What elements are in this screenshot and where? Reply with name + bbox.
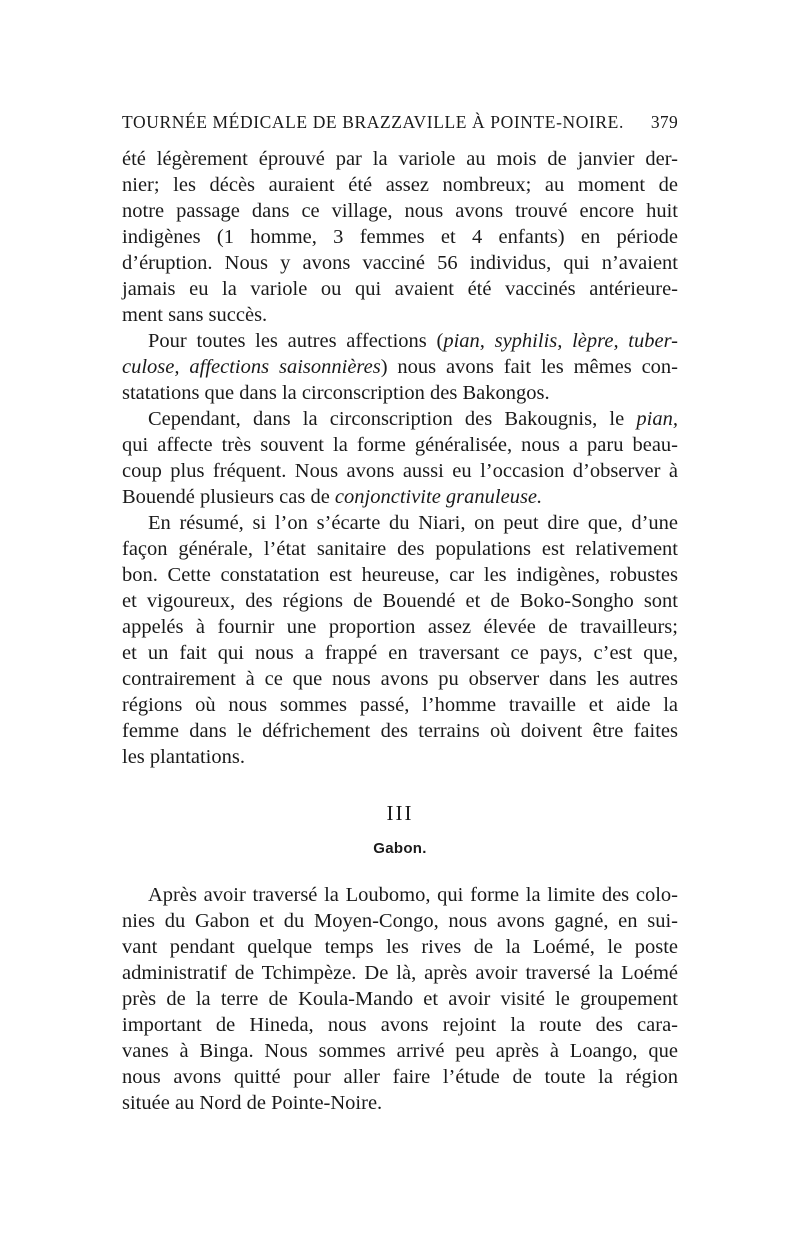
text-line: contrairement à ce que nous avons pu observer dans les autres [122, 668, 678, 690]
text-line: et vigoureux, des régions de Bouendé et de Boko-Songho sont [122, 590, 678, 612]
text-line [122, 354, 678, 380]
text-line: Après avoir traversé la Loubomo, qui forme la limite des colo- [148, 884, 678, 906]
text-line: coup plus fréquent. Nous avons aussi eu l’occasion d’observer à [122, 460, 678, 482]
text-line: bon. Cette constatation est heureuse, car les indigènes, robustes [122, 564, 678, 586]
text-line: près de la terre de Koula-Mando et avoir visité le groupement [122, 988, 678, 1010]
italic-run: pian, syphilis, lèpre, tuber- [443, 330, 678, 352]
text-line: façon générale, l’état sanitaire des populations est relativement [122, 538, 678, 560]
text-line: notre passage dans ce village, nous avons trouvé encore huit [122, 200, 678, 222]
paragraph-variole [122, 146, 678, 328]
running-title: TOURNÉE MÉDICALE DE BRAZZAVILLE À POINTE-NOIRE. [122, 112, 624, 132]
text-line: nies du Gabon et du Moyen-Congo, nous avons gagné, en sui- [122, 910, 678, 932]
text-line: ment sans succès. [122, 304, 268, 326]
text-run: Pour toutes les autres affections ( [148, 330, 444, 352]
text-line: nous avons quitté pour aller faire l’étude de toute la région [122, 1066, 678, 1088]
text-line: les plantations. [122, 746, 245, 768]
text-line: d’éruption. Nous y avons vacciné 56 individus, qui n’avaient [122, 252, 678, 274]
running-header [122, 110, 678, 134]
text-line: nier; les décès auraient été assez nombreux; au moment de [122, 174, 678, 196]
text-line [122, 406, 678, 432]
text-line: régions où nous sommes passé, l’homme travaille et aide la [122, 694, 678, 716]
text-line: vant pendant quelque temps les rives de la Loémé, le poste [122, 936, 678, 958]
text-line: administratif de Tchimpèze. De là, après avoir traversé la Loémé [122, 962, 678, 984]
italic-run: pian, [636, 408, 678, 430]
paragraph-bakougnis [122, 406, 678, 510]
text-line: située au Nord de Pointe-Noire. [122, 1092, 383, 1114]
text-line: vanes à Binga. Nous sommes arrivé peu après à Loango, que [122, 1040, 678, 1062]
text-line: En résumé, si l’on s’écarte du Niari, on peut dire que, d’une [148, 512, 678, 534]
book-page [122, 110, 678, 1116]
text-line [122, 328, 678, 354]
text-run: Bouendé plusieurs cas de [122, 486, 335, 508]
italic-run: culose, affections saisonnières [122, 356, 381, 378]
text-run: ) nous avons fait les mêmes con- [380, 356, 678, 378]
text-line: indigènes (1 homme, 3 femmes et 4 enfants) en période [122, 226, 678, 248]
text-line: important de Hineda, nous avons rejoint la route des cara- [122, 1014, 678, 1036]
text-line: été légèrement éprouvé par la variole au mois de janvier der- [122, 148, 678, 170]
paragraph-affections [122, 328, 678, 406]
paragraph-resume [122, 510, 678, 770]
section-spacer [122, 860, 678, 882]
text-line: et un fait qui nous a frappé en traversant ce pays, c’est que, [122, 642, 678, 664]
section-numeral: III [386, 801, 414, 825]
text-line [122, 484, 678, 510]
paragraph-gabon [122, 882, 678, 1116]
text-line: femme dans le défrichement des terrains où doivent être faites [122, 720, 678, 742]
page-number: 379 [650, 112, 678, 132]
text-line: qui affecte très souvent la forme généralisée, nous a paru beau- [122, 434, 678, 456]
text-line: statations que dans la circonscription des Bakongos. [122, 382, 550, 404]
italic-run: conjonctivite granuleuse. [334, 486, 543, 508]
text-run: Cependant, dans la circonscription des Bakougnis, le [148, 408, 637, 430]
section-title: Gabon. [373, 840, 427, 857]
text-line: appelés à fournir une proportion assez élevée de travailleurs; [122, 616, 678, 638]
text-line: jamais eu la variole ou qui avaient été vaccinés antérieure- [122, 278, 678, 300]
